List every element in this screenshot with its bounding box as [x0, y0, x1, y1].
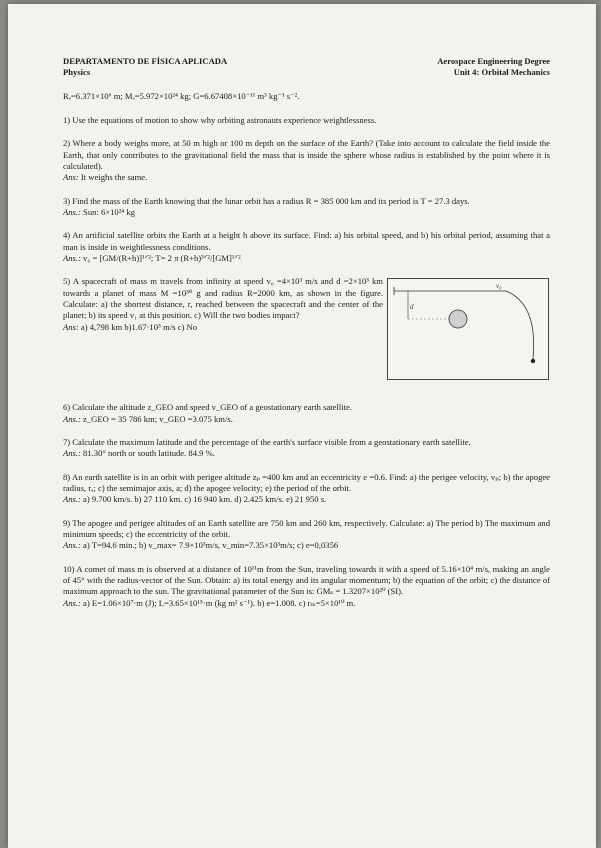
answer-5	[63, 322, 383, 333]
question-6: 6) Calculate the altitude z_GEO and speed v_GEO of a geostationary earth satellite.	[63, 402, 352, 413]
answer-label: Ans.:	[63, 540, 81, 551]
document-content	[63, 56, 550, 609]
answer-text: Sun: 6×10²⁴ kg	[80, 206, 136, 217]
answer-label: Ans:	[63, 321, 79, 332]
question-9-block	[63, 518, 550, 552]
page-header	[63, 56, 550, 77]
question-7-block	[63, 437, 550, 460]
answer-text: a) E=1.06×10⁷·m (J); L=3.65×10¹⁵·m (kg m² s⁻¹). b) e=1.008. c) rₘ=5×10¹⁰ m.	[80, 597, 356, 608]
unit-name: Unit 4: Orbital Mechanics	[453, 66, 550, 77]
trajectory-diagram	[388, 279, 548, 379]
degree-name: Aerospace Engineering Degree	[437, 56, 550, 66]
spacecraft-dot	[531, 359, 535, 363]
question-5-text	[63, 276, 383, 380]
label-v0: v₀	[496, 282, 502, 291]
question-10: 10) A comet of mass m is observed at a distance of 10¹¹m from the Sun, traveling towards it with a speed of 5.16×10⁴ m/s, making an angle of 45° with the radius-vector of the Sun. Obtain: a) its total energy and its angular momentum; b) the equation of the orbit; c) the distance of maximum approach to the sun. The gravitational parameter of the Sun is: GMₛ = 1.3207×10²⁰ (SI).	[63, 563, 550, 597]
spacecraft-figure	[387, 278, 549, 380]
question-5-block	[63, 276, 550, 380]
answer-8	[63, 494, 550, 505]
answer-text: z_GEO = 35 786 km; v_GEO =3.075 km/s.	[80, 413, 233, 424]
question-3: 3) Find the mass of the Earth knowing that the lunar orbit has a radius R = 385 000 km and its period is T = 27.3 days.	[63, 195, 470, 206]
question-1: 1) Use the equations of motion to show why orbiting astronauts experience weightlessness.	[63, 114, 377, 125]
answer-9	[63, 540, 550, 551]
label-d: d	[410, 303, 414, 312]
question-9: 9) The apogee and perigee altitudes of an Earth satellite are 750 km and 260 km, respectively. Calculate: a) The period b) The maximum and minimum speeds; c) the eccentricity of the orbit.	[63, 517, 550, 539]
answer-10	[63, 598, 550, 609]
planet-circle	[449, 310, 467, 328]
question-6-block	[63, 402, 550, 425]
question-2-block	[63, 138, 550, 183]
answer-4	[63, 253, 550, 264]
subject-name: Physics	[63, 66, 91, 77]
answer-text: a) 4,798 km b)1.67·10⁵ m/s c) No	[78, 321, 198, 332]
answer-7	[63, 448, 550, 459]
answer-2	[63, 172, 550, 183]
header-right	[437, 56, 550, 77]
document-sheet	[8, 4, 596, 848]
answer-label: Ans.:	[63, 206, 81, 217]
answer-label: Ans.:	[63, 413, 81, 424]
answer-label: Ans.:	[63, 448, 81, 459]
answer-label: Ans.:	[63, 494, 81, 505]
answer-text: 81.30° north or south latitude. 84.9 %.	[80, 448, 215, 459]
header-left	[63, 56, 227, 77]
question-7: 7) Calculate the maximum latitude and the percentage of the earth's surface visible from a geostationary earth satellite.	[63, 436, 471, 447]
answer-label: Ans:	[63, 172, 79, 183]
answer-label: Ans.:	[63, 252, 81, 263]
trajectory-curve	[506, 291, 534, 359]
question-8: 8) An earth satellite is in an orbit with perigee altitude zₚ =400 km and an eccentricity e =0.6. Find: a) the perigee velocity, vₚ; b) the apogee radius, rₐ; c) the semimajor axis, a; d) the apogee velocity; e) the period of the orbit.	[63, 471, 550, 493]
question-4-block	[63, 230, 550, 264]
answer-6	[63, 414, 550, 425]
question-8-block	[63, 472, 550, 506]
question-5: 5) A spacecraft of mass m travels from infinity at speed v₀ =4×10³ m/s and d =2×10³ km towards a planet of mass M =10³⁰ g and radius R=2000 km, as shown in the figure. Calculate: a) the shortest distance, r, reached between the spacecraft and the center of the planet; b) its speed v₁ at this position. c) Will the two bodies impact?	[63, 276, 383, 321]
question-3-block	[63, 196, 550, 219]
constants-line: Rₑ=6.371×10⁶ m; Mₑ=5.972×10²⁴ kg; G=6.67408×10⁻¹¹ m³ kg⁻¹ s⁻².	[63, 91, 300, 102]
answer-3	[63, 207, 550, 218]
answer-label: Ans.:	[63, 597, 81, 608]
answer-text: a) T=94.6 min.; b) v_max= 7.9×10³m/s, v_min=7.35×10³m/s; c) e=0,0356	[80, 540, 339, 551]
department-name: DEPARTAMENTO DE FÍSICA APLICADA	[63, 56, 228, 66]
question-4: 4) An artificial satellite orbits the Earth at a height h above its surface. Find: a) his orbital speed, and b) his orbital period, assuming that a man is inside in weightlessness conditions.	[63, 230, 550, 252]
answer-text: v₀ = [GM/(R+h)]¹ᐟ²; T= 2 π (R+h)³ᐟ²/[GM]¹ᐟ²	[80, 252, 241, 263]
answer-text: It weighs the same.	[78, 172, 148, 183]
question-10-block	[63, 564, 550, 609]
answer-text: a) 9.700 km/s. b) 27 110 km. c) 16 940 km. d) 2.425 km/s. e) 21 950 s.	[80, 494, 327, 505]
question-2: 2) Where a body weighs more, at 50 m high or 100 m depth on the surface of the Earth? (Take into account to calculate the field inside the Earth, that only contributes to the gravitational field the mass that is inside the sphere whose radius is established by the point where it is calculated).	[63, 138, 550, 171]
